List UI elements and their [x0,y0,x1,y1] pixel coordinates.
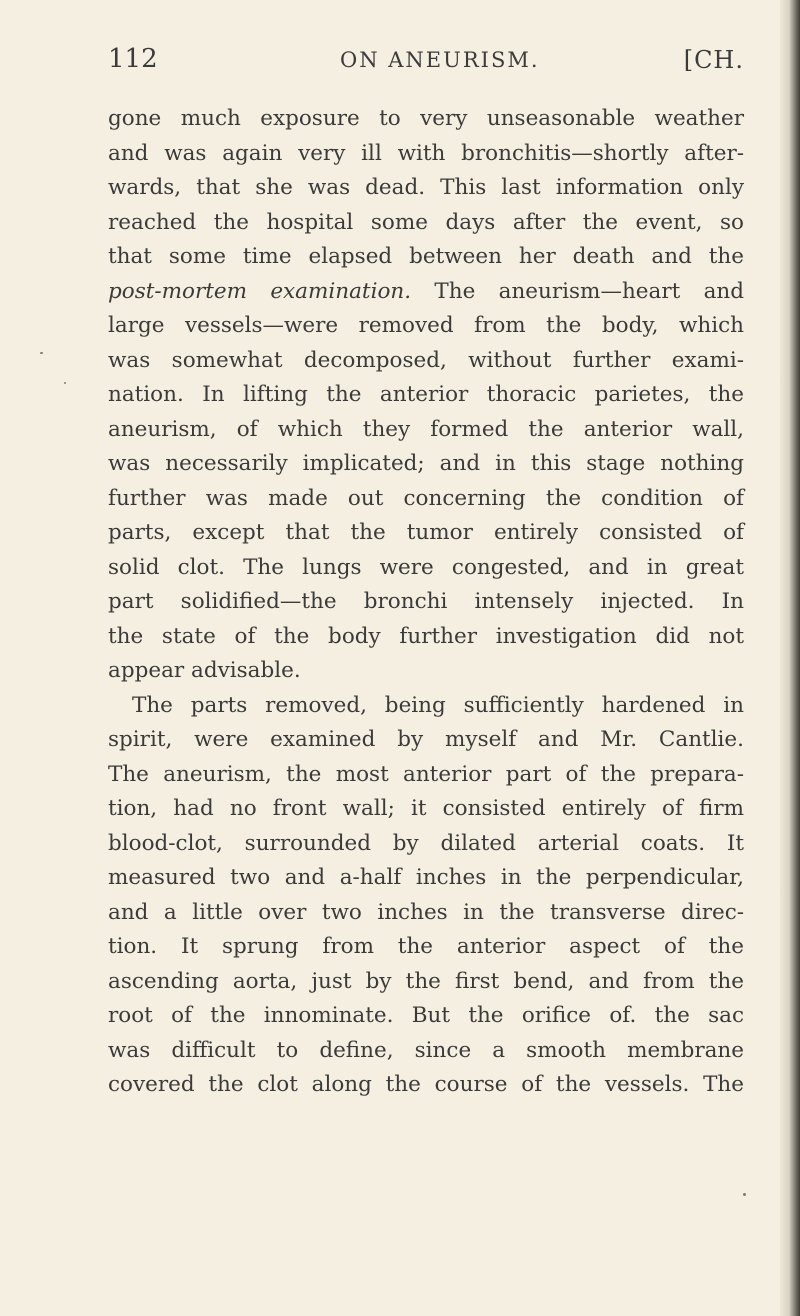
text-line: measured two and a-half inches in the perpendicular, [108,865,744,890]
text-line: aneurism, of which they formed the anterior wall, [108,416,744,442]
text-line: that some time elapsed between her death and the [108,244,744,269]
text-line: further was made out concerning the condition of [108,485,744,511]
text-line: gone much exposure to very unseasonable weather [108,106,744,131]
text-line: tion. It sprung from the anterior aspect of the [108,934,744,959]
print-speck [743,1193,746,1196]
text-line: ascending aorta, just by the first bend, and from the [108,968,744,994]
running-title: ON ANEURISM. [340,48,540,72]
text-line: nation. In lifting the anterior thoracic parietes, the [108,382,744,407]
page-edge-shadow [780,0,800,1316]
chapter-mark: [CH. [683,46,744,74]
text-line: root of the innominate. But the orifice of. the sac [108,1003,744,1028]
text-line: blood-clot, surrounded by dilated arterial coats. It [108,830,744,856]
text-line: wards, that she was dead. This last information only [108,175,744,200]
text-line: part solidified—the bronchi intensely injected. In [108,589,744,614]
text-line: and a little over two inches in the transverse direc- [108,899,744,925]
text-line: was somewhat decomposed, without further exami- [108,347,744,373]
text-line: solid clot. The lungs were congested, and in great [108,554,744,580]
page-number: 112 [108,44,158,74]
print-speck [64,382,66,384]
text-line: appear advisable. [108,658,301,683]
text-line: post-mortem examination. The aneurism—heart and [108,278,745,304]
text-line: was difficult to define, since a smooth membrane [108,1037,744,1063]
text-line: large vessels—were removed from the body, which [108,313,744,338]
text-line: was necessarily implicated; and in this stage nothing [108,451,744,476]
text-line: tion, had no front wall; it consisted entirely of firm [108,796,744,821]
text-line: parts, except that the tumor entirely consisted of [108,520,744,545]
print-speck [40,352,43,354]
text-line: and was again very ill with bronchitis—shortly after- [108,140,744,166]
text-line: The aneurism, the most anterior part of the prepara- [108,761,744,787]
text-line: spirit, were examined by myself and Mr. Cantlie. [108,727,744,752]
text-line: covered the clot along the course of the vessels. The [108,1072,744,1097]
text-line: the state of the body further investigation did not [108,623,744,649]
body-text [108,102,744,1103]
text-line: The parts removed, being sufficiently hardened in [132,692,744,718]
page-header [108,44,744,80]
text-line: reached the hospital some days after the event, so [108,209,744,235]
